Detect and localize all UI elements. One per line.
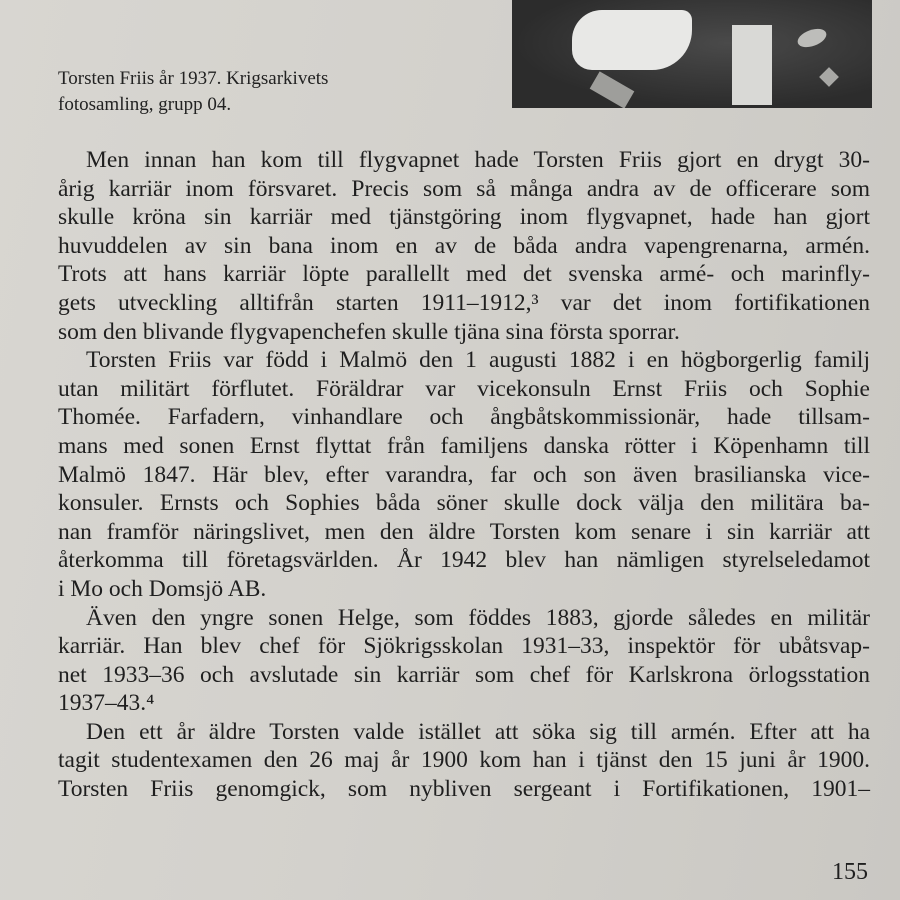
text-line: net 1933–36 och avslutade sin karriär som chef för Karlskrona örlogsstation: [58, 661, 870, 688]
text-line: Torsten Friis genomgick, som nybliven sergeant i Fortifikationen, 1901–: [58, 776, 870, 803]
text-line: huvuddelen av sin bana inom en av de båda andra vapengrenarna, armén.: [58, 232, 870, 259]
paragraph: [58, 146, 870, 346]
paragraph: [58, 718, 870, 804]
text-line: nan framför näringslivet, men den äldre Torsten kom senare i sin karriär att: [58, 518, 870, 545]
text-line: återkomma till företagsvärlden. År 1942 blev han nämligen styrelseledamot: [58, 547, 870, 574]
text-line: Den ett år äldre Torsten valde istället att söka sig till armén. Efter att ha: [86, 718, 870, 745]
text-line: tagit studentexamen den 26 maj år 1900 kom han i tjänst den 15 juni år 1900.: [58, 747, 870, 774]
text-line: i Mo och Domsjö AB.: [58, 575, 267, 602]
caption-line: fotosamling, grupp 04.: [58, 94, 232, 115]
text-line: Thomée. Farfadern, vinhandlare och ångbåtskommissionär, hade tillsam-: [58, 404, 870, 431]
text-line: Malmö 1847. Här blev, efter varandra, far och son även brasilianska vice-: [58, 461, 870, 488]
text-line: gets utveckling alltifrån starten 1911–1912,³ var det inom fortifikationen: [58, 289, 870, 316]
photo-collar: [732, 25, 772, 105]
text-line: årig karriär inom försvaret. Precis som så många andra av de officerare som: [58, 175, 870, 202]
text-line: Även den yngre sonen Helge, som föddes 1883, gjorde således en militär: [86, 604, 870, 631]
paragraph: [58, 604, 870, 718]
paragraph: [58, 346, 870, 603]
text-line: som den blivande flygvapenchefen skulle tjäna sina första sporrar.: [58, 318, 680, 345]
text-line: Torsten Friis var född i Malmö den 1 augusti 1882 i en högborgerlig familj: [86, 347, 870, 374]
photo: [512, 0, 872, 108]
text-line: skulle kröna sin karriär med tjänstgöring inom flygvapnet, hade han gjort: [58, 204, 870, 231]
text-line: mans med sonen Ernst flyttat från familjens danska rötter i Köpenhamn till: [58, 432, 870, 459]
text-line: utan militärt förflutet. Föräldrar var vicekonsuln Ernst Friis och Sophie: [58, 375, 870, 402]
caption-line: Torsten Friis år 1937. Krigsarkivets: [58, 68, 329, 89]
text-line: karriär. Han blev chef för Sjökrigsskolan 1931–33, inspektör för ubåtsvap-: [58, 633, 870, 660]
text-line: Men innan han kom till flygvapnet hade Torsten Friis gjort en drygt 30-: [86, 147, 870, 173]
photo-caption: [58, 66, 478, 118]
text-line: konsuler. Ernsts och Sophies båda söner skulle dock välja den militära ba-: [58, 490, 870, 517]
photo-background: [512, 0, 872, 108]
text-line: 1937–43.⁴: [58, 690, 155, 717]
photo-sleeve: [572, 10, 692, 70]
text-line: Trots att hans karriär löpte parallellt med det svenska armé- och marinfly-: [58, 261, 870, 288]
body-text: [58, 146, 870, 804]
page-number: 155: [832, 859, 868, 885]
